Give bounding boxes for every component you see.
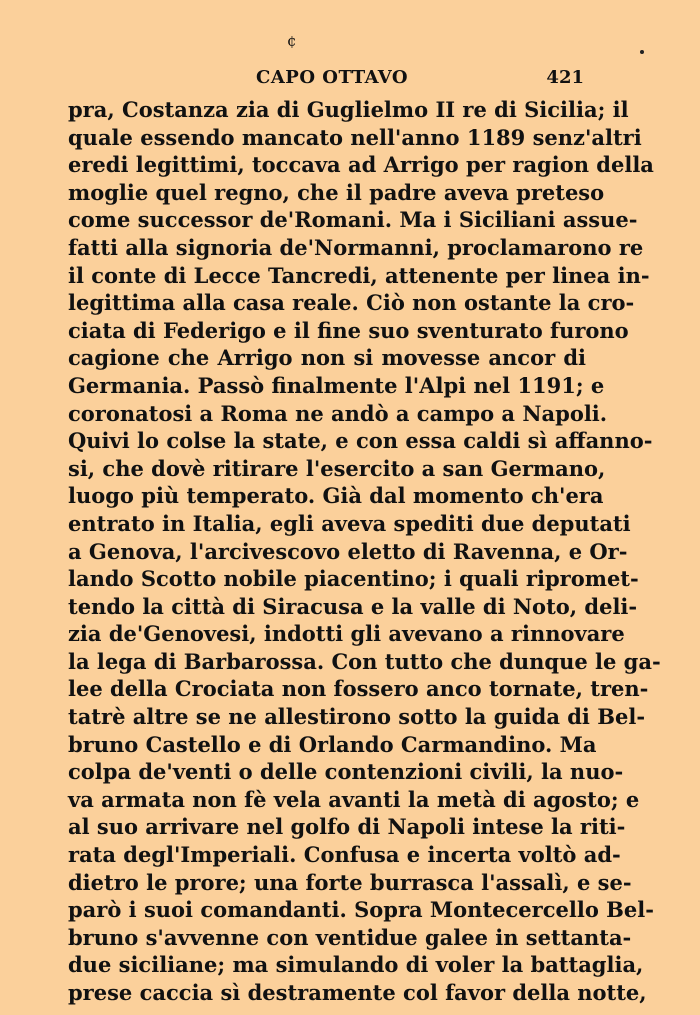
text-line: bruno s'avvenne con ventidue galee in settanta- (68, 924, 632, 950)
text-line: il conte di Lecce Tancredi, attenente per linea in- (68, 262, 650, 288)
text-line: tatrè altre se ne allestirono sotto la guida di Bel- (68, 704, 646, 730)
body-text (68, 96, 661, 1007)
text-line: bruno Castello e di Orlando Carmandino. Ma (68, 731, 597, 757)
text-line: lee della Crociata non fossero anco tornate, tren- (68, 676, 649, 702)
running-head: CAPO OTTAVO (256, 67, 409, 88)
top-mark: ¢ (287, 32, 297, 50)
text-line: la lega di Barbarossa. Con tutto che dunque le ga- (68, 648, 661, 674)
text-line: coronatosi a Roma ne andò a campo a Napoli. (68, 400, 608, 426)
text-line: moglie quel regno, che il padre aveva preteso (68, 179, 605, 205)
text-line: quale essendo mancato nell'anno 1189 senz'altri (68, 124, 642, 150)
text-line: dietro le prore; una forte burrasca l'assalì, e se- (68, 869, 632, 895)
text-line: pra, Costanza zia di Guglielmo II re di Sicilia; il (68, 97, 629, 122)
text-line: legittima alla casa reale. Ciò non ostante la cro- (68, 290, 635, 316)
text-line: Quivi lo colse la state, e con essa caldi sì affanno- (68, 428, 653, 454)
text-line: prese caccia sì destramente col favor della notte, (68, 980, 647, 1005)
page-header (70, 67, 584, 93)
text-line: colpa de'venti o delle contenzioni civili, la nuo- (68, 759, 624, 785)
text-line: due siciliane; ma simulando di voler la battaglia, (68, 952, 644, 978)
ink-speck (640, 50, 644, 54)
text-line: eredi legittimi, toccava ad Arrigo per ragion della (68, 152, 654, 178)
page-number: 421 (546, 67, 584, 88)
text-line: va armata non fè vela avanti la metà di agosto; e (68, 786, 640, 812)
text-line: rata degl'Imperiali. Confusa e incerta voltò ad- (68, 842, 621, 868)
text-line: entrato in Italia, egli aveva spediti due deputati (68, 510, 631, 536)
text-line: zia de'Genovesi, indotti gli avevano a rinnovare (68, 621, 625, 647)
text-line: si, che dovè ritirare l'esercito a san Germano, (68, 455, 606, 481)
text-line: lando Scotto nobile piacentino; i quali ripromet- (68, 566, 639, 592)
text-line: luogo più temperato. Già dal momento ch'era (68, 483, 604, 509)
text-line: fatti alla signoria de'Normanni, proclamarono re (68, 234, 644, 260)
text-line: a Genova, l'arcivescovo eletto di Ravenna, e Or- (68, 538, 628, 564)
text-line: cagione che Arrigo non si movesse ancor di (68, 345, 586, 371)
text-line: tendo la città di Siracusa e la valle di Noto, deli- (68, 593, 638, 619)
text-line: Germania. Passò finalmente l'Alpi nel 1191; e (68, 372, 605, 398)
text-line: al suo arrivare nel golfo di Napoli intese la riti- (68, 814, 626, 840)
text-line: parò i suoi comandanti. Sopra Montecercello Bel- (68, 897, 654, 923)
text-line: come successor de'Romani. Ma i Siciliani assue- (68, 207, 638, 233)
text-line: ciata di Federigo e il fine suo sventurato furono (68, 317, 629, 343)
